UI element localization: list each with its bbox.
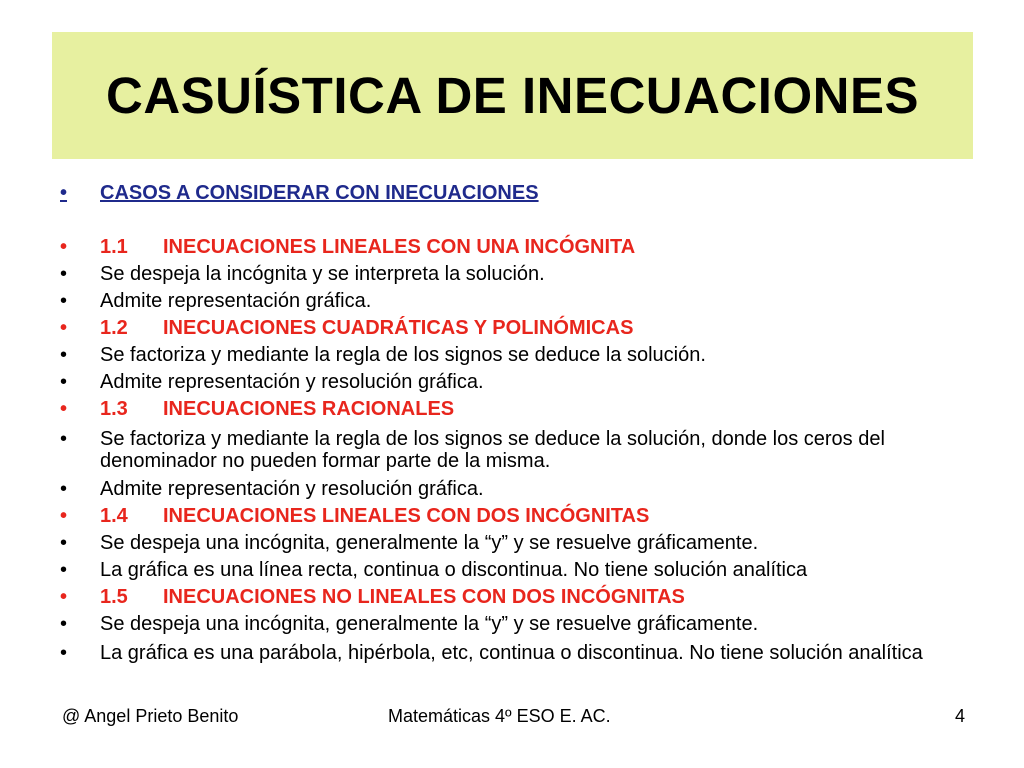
bullet-marker: • — [60, 642, 68, 664]
bullet-marker: • — [60, 263, 68, 285]
bullet-text: Se factoriza y mediante la regla de los signos se deduce la solución. — [100, 344, 706, 366]
bullet-marker: • — [60, 532, 68, 554]
bullet-text: CASOS A CONSIDERAR CON INECUACIONES — [100, 182, 539, 204]
bullet-heading — [60, 398, 980, 420]
section-number: 1.3 — [100, 398, 128, 420]
bullet-heading — [60, 236, 980, 258]
footer-page-number: 4 — [955, 706, 966, 726]
bullet-marker: • — [60, 236, 68, 258]
bullet-item — [60, 344, 980, 366]
bullet-text: Admite representación gráfica. — [100, 290, 372, 312]
bullet-marker: • — [60, 428, 68, 450]
bullet-item — [60, 532, 980, 554]
bullet-item — [60, 559, 980, 581]
bullet-item — [60, 642, 980, 664]
bullet-text: INECUACIONES LINEALES CON UNA INCÓGNITA — [163, 236, 636, 258]
bullet-text: Se despeja una incógnita, generalmente la “y” y se resuelve gráficamente. — [100, 613, 759, 635]
section-number: 1.2 — [100, 317, 128, 339]
slide-title: CASUÍSTICA DE INECUACIONES — [105, 67, 919, 124]
bullet-item — [60, 371, 980, 393]
title-banner — [52, 32, 973, 159]
bullet-item — [60, 263, 980, 285]
footer-author: @ Angel Prieto Benito — [62, 706, 239, 726]
section-number: 1.1 — [100, 236, 128, 258]
bullet-marker: • — [60, 559, 68, 581]
bullet-item — [60, 428, 980, 472]
bullet-marker: • — [60, 317, 68, 339]
bullet-heading — [60, 586, 980, 608]
bullet-text: Admite representación y resolución gráfica. — [100, 371, 484, 393]
bullet-text: Se factoriza y mediante la regla de los signos se deduce la solución, donde los ceros del denominador no pueden formar parte de la misma. — [100, 428, 885, 472]
bullet-heading — [60, 505, 980, 527]
bullet-text: INECUACIONES NO LINEALES CON DOS INCÓGNITAS — [163, 586, 685, 608]
bullet-marker: • — [60, 182, 68, 204]
bullet-marker: • — [60, 613, 68, 635]
bullet-text: La gráfica es una parábola, hipérbola, etc, continua o discontinua. No tiene solución analítica — [100, 642, 923, 664]
bullet-text: La gráfica es una línea recta, continua o discontinua. No tiene solución analítica — [100, 559, 808, 581]
bullet-marker: • — [60, 371, 68, 393]
bullet-marker: • — [60, 344, 68, 366]
bullet-item — [60, 290, 980, 312]
bullet-text: INECUACIONES LINEALES CON DOS INCÓGNITAS — [163, 505, 650, 527]
bullet-marker: • — [60, 290, 68, 312]
bullet-text: INECUACIONES CUADRÁTICAS Y POLINÓMICAS — [163, 317, 634, 339]
bullet-heading — [60, 317, 980, 339]
bullet-marker: • — [60, 505, 68, 527]
bullet-text: Admite representación y resolución gráfica. — [100, 478, 484, 500]
bullet-item — [60, 478, 980, 500]
bullet-marker: • — [60, 398, 68, 420]
section-number: 1.5 — [100, 586, 128, 608]
bullet-text: Se despeja la incógnita y se interpreta la solución. — [100, 263, 545, 285]
bullet-heading — [60, 182, 980, 204]
section-number: 1.4 — [100, 505, 128, 527]
bullet-text: INECUACIONES RACIONALES — [163, 398, 455, 420]
footer-course: Matemáticas 4º ESO E. AC. — [388, 706, 611, 726]
bullet-marker: • — [60, 586, 68, 608]
bullet-marker: • — [60, 478, 68, 500]
bullet-item — [60, 613, 980, 635]
bullet-text: Se despeja una incógnita, generalmente la “y” y se resuelve gráficamente. — [100, 532, 759, 554]
